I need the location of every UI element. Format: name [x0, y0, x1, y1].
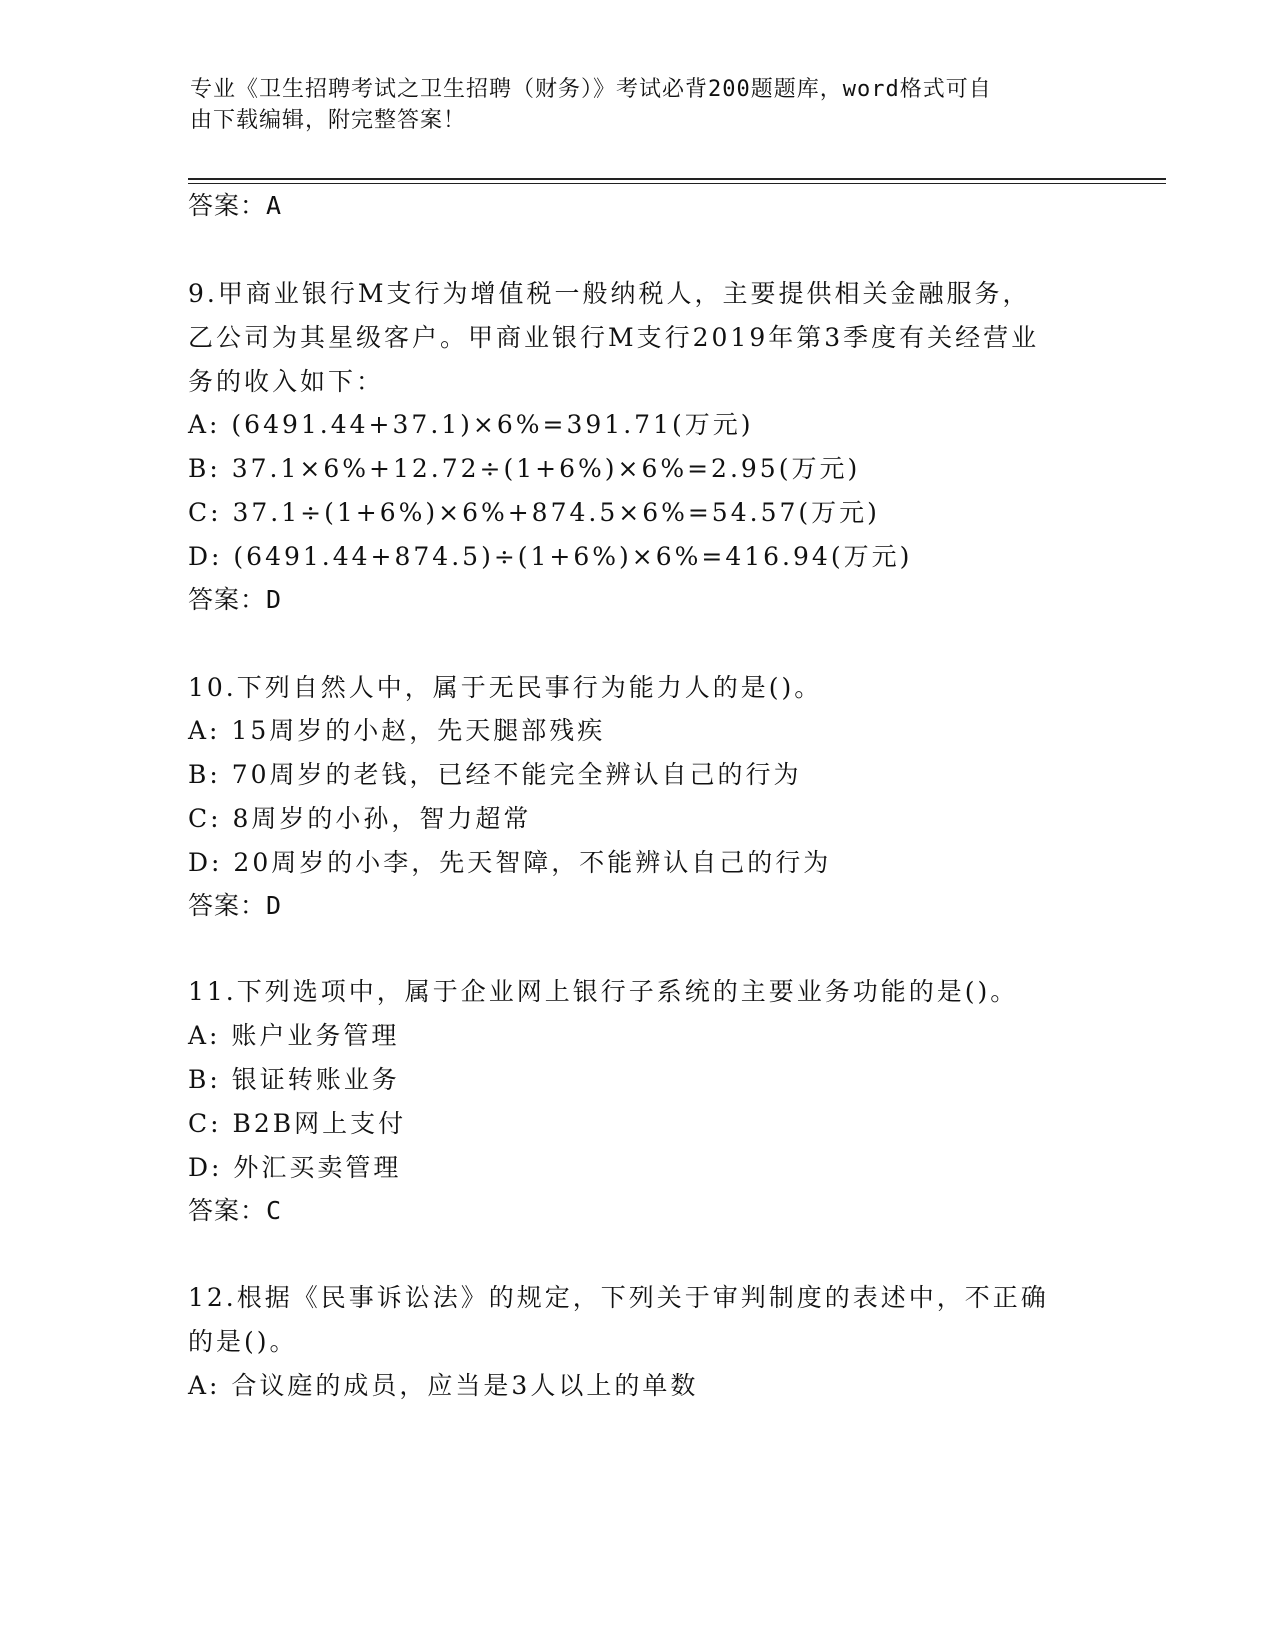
option-a: A: 合议庭的成员，应当是3人以上的单数: [188, 1371, 699, 1400]
option-c: C: 37.1÷(1+6%)×6%+874.5×6%=54.57(万元): [188, 498, 880, 527]
question-text: 10.下列自然人中，属于无民事行为能力人的是()。: [188, 673, 823, 702]
question-text: 12.根据《民事诉讼法》的规定，下列关于审判制度的表述中，不正确: [188, 1283, 1049, 1312]
option-d: D: 外汇买卖管理: [188, 1153, 402, 1182]
option-c: C: B2B网上支付: [188, 1109, 407, 1138]
answer-q10: 答案：D: [188, 891, 283, 920]
question-text: 乙公司为其星级客户。甲商业银行M支行2019年第3季度有关经营业: [188, 323, 1040, 352]
question-text: 务的收入如下：: [188, 367, 385, 396]
header-line-1: 专业《卫生招聘考试之卫生招聘（财务）》考试必背200题题库，word格式可自: [190, 77, 992, 102]
answer-q8: 答案：A: [188, 191, 283, 220]
header-divider: [188, 178, 1166, 180]
document-header: [190, 74, 1090, 136]
question-text: 11.下列选项中，属于企业网上银行子系统的主要业务功能的是()。: [188, 977, 1019, 1006]
header-line-2: 由下载编辑，附完整答案！: [190, 108, 467, 133]
option-a: A: (6491.44+37.1)×6%=391.71(万元): [188, 410, 754, 439]
answer-q9: 答案：D: [188, 585, 283, 614]
option-c: C: 8周岁的小孙，智力超常: [188, 804, 532, 833]
option-b: B: 银证转账业务: [188, 1065, 400, 1094]
option-b: B: 37.1×6%+12.72÷(1+6%)×6%=2.95(万元): [188, 454, 861, 483]
option-a: A: 15周岁的小赵，先天腿部残疾: [188, 716, 606, 745]
option-a: A: 账户业务管理: [188, 1021, 400, 1050]
option-d: D: (6491.44+874.5)÷(1+6%)×6%=416.94(万元): [188, 542, 913, 571]
question-text: 9.甲商业银行M支行为增值税一般纳税人，主要提供相关金融服务，: [188, 279, 1031, 308]
question-text: 的是()。: [188, 1327, 298, 1356]
option-d: D: 20周岁的小李，先天智障，不能辨认自己的行为: [188, 848, 832, 877]
answer-q11: 答案：C: [188, 1196, 283, 1225]
header-divider-thin: [188, 183, 1166, 184]
option-b: B: 70周岁的老钱，已经不能完全辨认自己的行为: [188, 760, 802, 789]
